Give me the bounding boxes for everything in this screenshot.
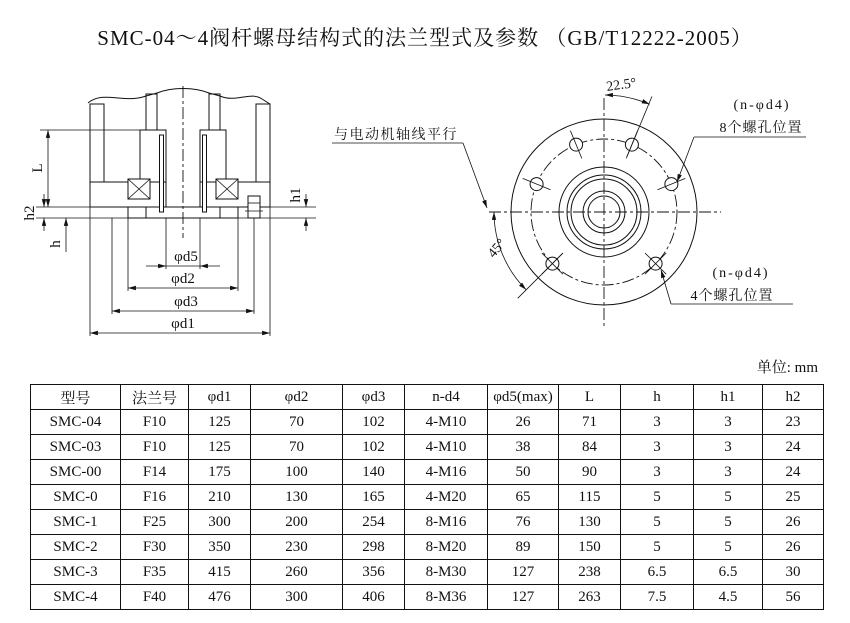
- holes4-note: [661, 266, 793, 304]
- table-cell: 140: [343, 460, 405, 485]
- table-cell: 127: [488, 560, 559, 585]
- parameter-table: [30, 384, 824, 610]
- table-cell: SMC-04: [31, 410, 121, 435]
- table-cell: 175: [189, 460, 251, 485]
- table-cell: 5: [621, 535, 694, 560]
- parallel-note: [332, 126, 487, 208]
- table-cell: 3: [694, 435, 763, 460]
- dim-d1: [90, 316, 270, 333]
- table-cell: 8-M30: [405, 560, 488, 585]
- table-row: [31, 585, 824, 610]
- table-header-row: [31, 385, 824, 410]
- table-header-cell: 法兰号: [121, 385, 189, 410]
- table-row: [31, 560, 824, 585]
- table-cell: 115: [559, 485, 621, 510]
- table-cell: 30: [763, 560, 824, 585]
- table-cell: 90: [559, 460, 621, 485]
- table-row: [31, 435, 824, 460]
- table-cell: 100: [251, 460, 343, 485]
- bearing-box-left: [128, 179, 150, 199]
- table-header-cell: φd1: [189, 385, 251, 410]
- dim-d3: [112, 294, 254, 311]
- table-cell: 5: [621, 485, 694, 510]
- table-cell: 6.5: [621, 560, 694, 585]
- table-cell: 84: [559, 435, 621, 460]
- table-cell: 254: [343, 510, 405, 535]
- table-cell: 4-M20: [405, 485, 488, 510]
- table-cell: 102: [343, 435, 405, 460]
- table-cell: 5: [694, 535, 763, 560]
- dim-d2: [128, 271, 238, 288]
- dim-d5: [146, 249, 220, 266]
- table-header-cell: φd5(max): [488, 385, 559, 410]
- table-cell: 5: [694, 510, 763, 535]
- table-cell: 260: [251, 560, 343, 585]
- table-cell: 4-M10: [405, 410, 488, 435]
- svg-text:φd5: φd5: [174, 249, 198, 265]
- table-cell: 230: [251, 535, 343, 560]
- table-cell: 5: [694, 485, 763, 510]
- table-cell: 4-M16: [405, 460, 488, 485]
- flange-bolt: [245, 196, 263, 218]
- svg-text:4个螺孔位置: 4个螺孔位置: [690, 289, 774, 304]
- table-cell: 406: [343, 585, 405, 610]
- table-row: [31, 485, 824, 510]
- table-cell: 130: [559, 510, 621, 535]
- units-note: 单位: mm: [756, 360, 818, 376]
- table-cell: 6.5: [694, 560, 763, 585]
- table-row: [31, 535, 824, 560]
- table-cell: 150: [559, 535, 621, 560]
- table-cell: 165: [343, 485, 405, 510]
- table-cell: 23: [763, 410, 824, 435]
- table-cell: 300: [189, 510, 251, 535]
- table-cell: SMC-3: [31, 560, 121, 585]
- svg-text:8个螺孔位置: 8个螺孔位置: [719, 121, 803, 136]
- table-cell: SMC-00: [31, 460, 121, 485]
- table-cell: 8-M16: [405, 510, 488, 535]
- table-cell: 65: [488, 485, 559, 510]
- table-header-cell: h1: [694, 385, 763, 410]
- right-wall: [256, 104, 270, 182]
- table-header-cell: φd2: [251, 385, 343, 410]
- table-row: [31, 410, 824, 435]
- table-cell: 5: [621, 510, 694, 535]
- table-cell: 4-M10: [405, 435, 488, 460]
- angle-22-5-label: 22.5°: [605, 75, 638, 95]
- angle-45-label: 45°: [485, 236, 510, 262]
- table-cell: 3: [694, 460, 763, 485]
- table-cell: 26: [488, 410, 559, 435]
- table-cell: 89: [488, 535, 559, 560]
- table-cell: SMC-0: [31, 485, 121, 510]
- table-cell: 8-M36: [405, 585, 488, 610]
- table-cell: 130: [251, 485, 343, 510]
- table-cell: 210: [189, 485, 251, 510]
- table-cell: F10: [121, 435, 189, 460]
- svg-text:h2: h2: [22, 205, 38, 221]
- table-cell: 26: [763, 510, 824, 535]
- svg-text:(n-φd4): (n-φd4): [712, 266, 770, 281]
- table-header-cell: h2: [763, 385, 824, 410]
- table-row: [31, 510, 824, 535]
- table-cell: F10: [121, 410, 189, 435]
- table-cell: 3: [621, 435, 694, 460]
- table-cell: F14: [121, 460, 189, 485]
- table-cell: F40: [121, 585, 189, 610]
- table-cell: 71: [559, 410, 621, 435]
- table-cell: 4.5: [694, 585, 763, 610]
- left-wall: [90, 104, 104, 182]
- svg-text:与电动机轴线平行: 与电动机轴线平行: [334, 128, 458, 143]
- sleeve-left: [146, 94, 157, 130]
- table-cell: 3: [694, 410, 763, 435]
- bearing-box-right: [216, 179, 238, 199]
- table-cell: F16: [121, 485, 189, 510]
- table-cell: 415: [189, 560, 251, 585]
- svg-text:φd1: φd1: [171, 316, 195, 332]
- table-cell: 70: [251, 435, 343, 460]
- svg-text:h: h: [48, 240, 64, 248]
- table-cell: 263: [559, 585, 621, 610]
- table-cell: SMC-1: [31, 510, 121, 535]
- break-line: [88, 89, 270, 105]
- svg-text:L: L: [30, 163, 46, 173]
- page-title: SMC-04～4阀杆螺母结构式的法兰型式及参数 （GB/T12222-2005）: [97, 26, 753, 50]
- svg-text:φd3: φd3: [174, 294, 198, 310]
- table-cell: 200: [251, 510, 343, 535]
- table-cell: SMC-2: [31, 535, 121, 560]
- table-cell: 125: [189, 410, 251, 435]
- table-header-cell: φd3: [343, 385, 405, 410]
- bolt-holes-8: [523, 131, 686, 191]
- table-cell: 76: [488, 510, 559, 535]
- table-cell: 125: [189, 435, 251, 460]
- table-cell: 26: [763, 535, 824, 560]
- flange-face-view: [332, 76, 806, 328]
- table-header-cell: 型号: [31, 385, 121, 410]
- table-cell: 238: [559, 560, 621, 585]
- dim-h: [48, 218, 66, 252]
- svg-text:φd2: φd2: [171, 271, 195, 287]
- table-row: [31, 460, 824, 485]
- table-cell: F35: [121, 560, 189, 585]
- table-cell: 127: [488, 585, 559, 610]
- angle-45: [485, 212, 563, 298]
- table-cell: SMC-4: [31, 585, 121, 610]
- table-cell: 3: [621, 410, 694, 435]
- table-cell: F30: [121, 535, 189, 560]
- holes8-note: [677, 98, 806, 182]
- table-cell: 300: [251, 585, 343, 610]
- table-cell: 7.5: [621, 585, 694, 610]
- table-cell: 102: [343, 410, 405, 435]
- table-cell: 38: [488, 435, 559, 460]
- table-cell: F25: [121, 510, 189, 535]
- cross-section-view: [22, 86, 316, 336]
- table-cell: 25: [763, 485, 824, 510]
- table-cell: 8-M20: [405, 535, 488, 560]
- table-header-cell: h: [621, 385, 694, 410]
- svg-text:h1: h1: [288, 187, 304, 203]
- dim-L: [30, 130, 140, 207]
- sleeve-right: [209, 94, 220, 130]
- table-cell: 350: [189, 535, 251, 560]
- table-body: [31, 410, 824, 610]
- table-cell: 56: [763, 585, 824, 610]
- table-cell: SMC-03: [31, 435, 121, 460]
- table-cell: 24: [763, 460, 824, 485]
- table-cell: 50: [488, 460, 559, 485]
- table-cell: 24: [763, 435, 824, 460]
- svg-text:(n-φd4): (n-φd4): [733, 98, 791, 113]
- table-cell: 70: [251, 410, 343, 435]
- table-header-cell: n-d4: [405, 385, 488, 410]
- table-cell: 356: [343, 560, 405, 585]
- table-cell: 298: [343, 535, 405, 560]
- table-cell: 3: [621, 460, 694, 485]
- table-header-cell: L: [559, 385, 621, 410]
- table-cell: 476: [189, 585, 251, 610]
